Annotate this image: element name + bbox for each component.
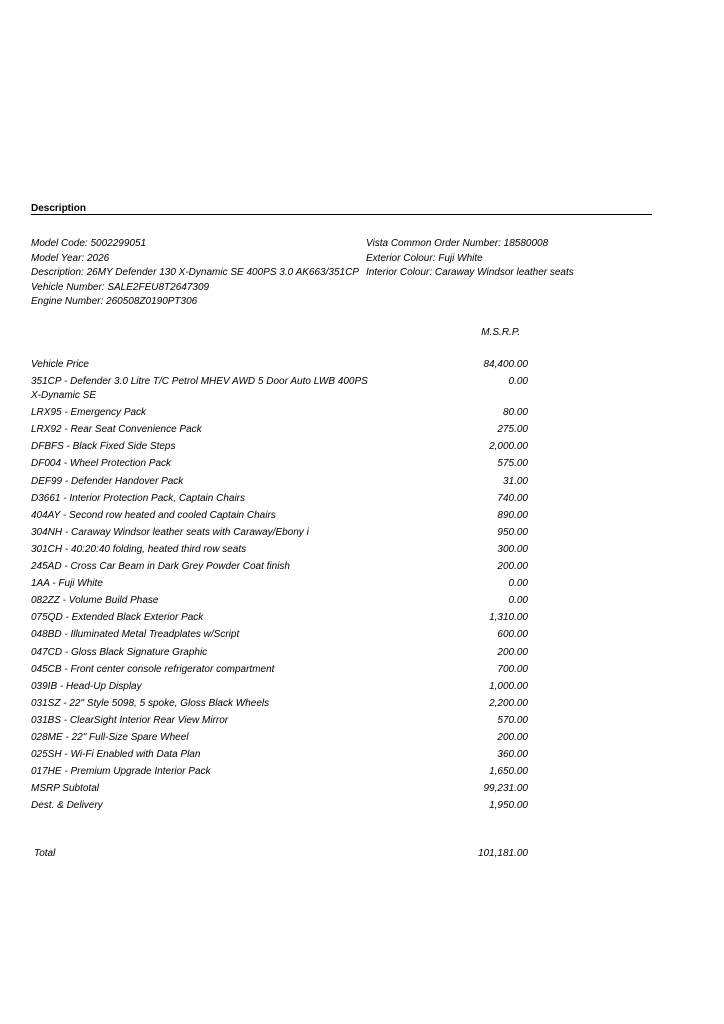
line-description: DF004 - Wheel Protection Pack bbox=[31, 458, 172, 470]
vehicle-info-left bbox=[31, 237, 359, 310]
line-amount: 275.00 bbox=[497, 424, 528, 436]
line-amount: 740.00 bbox=[497, 492, 528, 504]
line-amount: 300.00 bbox=[497, 543, 528, 555]
engine-number: Engine Number: 260508Z0190PT306 bbox=[31, 296, 198, 308]
line-description: 075QD - Extended Black Exterior Pack bbox=[31, 612, 204, 624]
line-amount: 84,400.00 bbox=[483, 359, 528, 370]
price-line-item bbox=[31, 628, 528, 642]
line-amount: 200.00 bbox=[497, 561, 528, 573]
line-amount: 0.00 bbox=[508, 595, 528, 607]
line-description: 351CP - Defender 3.0 Litre T/C Petrol MHEV AWD 5 Door Auto LWB 400PS X-Dynamic SE bbox=[31, 376, 368, 402]
price-line-item bbox=[31, 748, 528, 762]
line-description: DEF99 - Defender Handover Pack bbox=[31, 475, 184, 487]
price-line-item bbox=[31, 440, 528, 454]
price-line-item bbox=[31, 782, 528, 796]
line-amount: 200.00 bbox=[497, 731, 528, 743]
msrp-column-header: M.S.R.P. bbox=[481, 327, 520, 338]
line-description: MSRP Subtotal bbox=[31, 783, 99, 795]
line-amount: 570.00 bbox=[497, 714, 528, 726]
line-description: 028ME - 22" Full-Size Spare Wheel bbox=[31, 731, 189, 743]
price-line-item bbox=[31, 680, 528, 694]
line-amount: 1,650.00 bbox=[489, 766, 528, 778]
line-description: Dest. & Delivery bbox=[31, 800, 103, 812]
line-description: 039IB - Head-Up Display bbox=[31, 680, 142, 692]
line-description: 025SH - Wi-Fi Enabled with Data Plan bbox=[31, 749, 201, 761]
line-description: 245AD - Cross Car Beam in Dark Grey Powder Coat finish bbox=[31, 561, 290, 573]
line-description: D3661 - Interior Protection Pack, Captain Chairs bbox=[31, 492, 245, 504]
exterior-colour: Exterior Colour: Fuji White bbox=[366, 252, 483, 264]
line-description: 1AA - Fuji White bbox=[31, 578, 103, 590]
line-description: 047CD - Gloss Black Signature Graphic bbox=[31, 646, 208, 658]
price-line-list bbox=[31, 358, 528, 816]
line-amount: 360.00 bbox=[497, 749, 528, 761]
line-amount: 700.00 bbox=[497, 663, 528, 675]
line-description: 404AY - Second row heated and cooled Captain Chairs bbox=[31, 509, 276, 521]
line-description: 031BS - ClearSight Interior Rear View Mirror bbox=[31, 714, 229, 726]
vehicle-description: Description: 26MY Defender 130 X-Dynamic SE 400PS 3.0 AK663/351CP bbox=[31, 267, 359, 279]
line-description: Vehicle Price bbox=[31, 359, 89, 370]
model-code: Model Code: 5002299051 bbox=[31, 238, 147, 249]
price-line-item bbox=[31, 611, 528, 625]
price-line-item bbox=[31, 543, 528, 557]
line-amount: 575.00 bbox=[497, 458, 528, 470]
price-line-item bbox=[31, 646, 528, 660]
interior-colour: Interior Colour: Caraway Windsor leather seats bbox=[366, 267, 574, 279]
line-amount: 2,000.00 bbox=[489, 441, 528, 453]
price-line-item bbox=[31, 492, 528, 506]
price-line-item bbox=[31, 765, 528, 779]
line-amount: 1,950.00 bbox=[489, 800, 528, 812]
line-description: 017HE - Premium Upgrade Interior Pack bbox=[31, 766, 211, 778]
price-line-item bbox=[31, 475, 528, 489]
price-line-item bbox=[31, 697, 528, 711]
heading-divider bbox=[31, 214, 652, 215]
line-amount: 950.00 bbox=[497, 526, 528, 538]
line-description: 301CH - 40:20:40 folding, heated third row seats bbox=[31, 543, 247, 555]
line-amount: 600.00 bbox=[497, 629, 528, 641]
price-line-item bbox=[31, 577, 528, 591]
price-line-item bbox=[31, 358, 528, 372]
section-heading: Description bbox=[31, 203, 87, 214]
line-amount: 0.00 bbox=[508, 376, 528, 388]
line-description: 048BD - Illuminated Metal Treadplates w/Script bbox=[31, 629, 240, 641]
line-amount: 2,200.00 bbox=[489, 697, 528, 709]
price-line-item bbox=[31, 457, 528, 471]
line-description: 304NH - Caraway Windsor leather seats with Caraway/Ebony i bbox=[31, 526, 309, 538]
line-amount: 200.00 bbox=[497, 646, 528, 658]
vehicle-number: Vehicle Number: SALE2FEU8T2647309 bbox=[31, 281, 210, 293]
model-year: Model Year: 2026 bbox=[31, 252, 110, 264]
vehicle-info-right bbox=[366, 237, 574, 281]
line-description: 031SZ - 22" Style 5098, 5 spoke, Gloss Black Wheels bbox=[31, 697, 270, 709]
price-line-item bbox=[31, 406, 528, 420]
price-line-item bbox=[31, 714, 528, 728]
price-line-item bbox=[31, 423, 528, 437]
price-line-item bbox=[31, 509, 528, 523]
line-description: 082ZZ - Volume Build Phase bbox=[31, 595, 159, 607]
line-amount: 1,000.00 bbox=[489, 680, 528, 692]
line-amount: 31.00 bbox=[502, 475, 528, 487]
line-description: DFBFS - Black Fixed Side Steps bbox=[31, 441, 176, 453]
total-row bbox=[34, 848, 528, 859]
line-amount: 80.00 bbox=[502, 407, 528, 419]
total-label: Total bbox=[34, 848, 56, 859]
line-description: 045CB - Front center console refrigerator compartment bbox=[31, 663, 275, 675]
price-line-item bbox=[31, 594, 528, 608]
price-line-item bbox=[31, 560, 528, 574]
price-line-item bbox=[31, 799, 528, 813]
line-description: LRX92 - Rear Seat Convenience Pack bbox=[31, 424, 202, 436]
price-line-item bbox=[31, 663, 528, 677]
line-amount: 890.00 bbox=[497, 509, 528, 521]
total-amount: 101,181.00 bbox=[477, 848, 528, 859]
price-line-item bbox=[31, 731, 528, 745]
line-amount: 1,310.00 bbox=[489, 612, 528, 624]
price-line-item bbox=[31, 526, 528, 540]
line-amount: 99,231.00 bbox=[483, 783, 528, 795]
order-number: Vista Common Order Number: 18580008 bbox=[366, 238, 549, 249]
line-description: LRX95 - Emergency Pack bbox=[31, 407, 147, 419]
price-line-item bbox=[31, 375, 528, 403]
line-amount: 0.00 bbox=[508, 578, 528, 590]
